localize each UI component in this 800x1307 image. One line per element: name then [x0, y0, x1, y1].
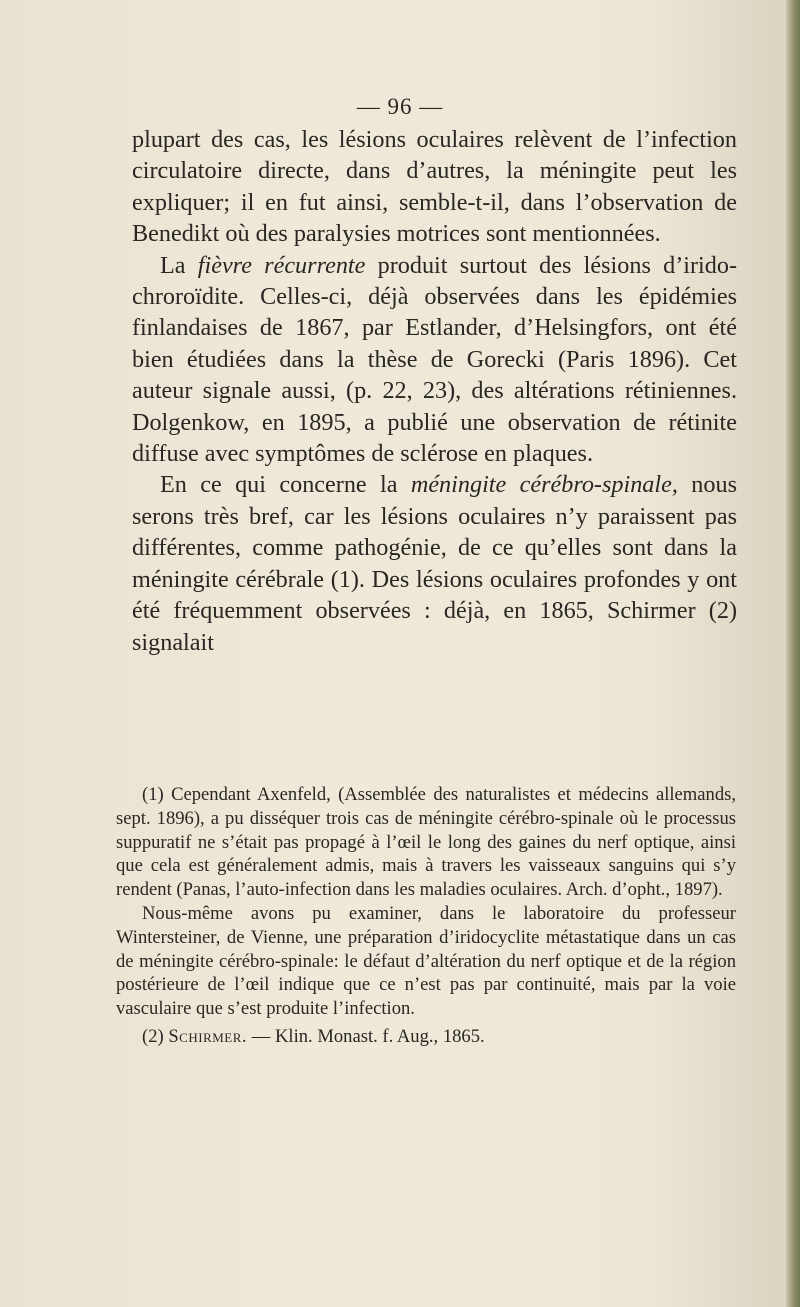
paragraph-2-start: La — [160, 251, 186, 279]
paragraph-1: plupart des cas, les lésions oculaires relèvent de l’infection circulatoire directe, dans d’autres, la méningite peut les expliquer; il en fut ainsi, semble-t-il, dans l’observation de Benedikt où des paralysies motrices sont mentionnées. — [132, 126, 737, 248]
footnote-1: (1) Cependant Axenfeld, (Assemblée des naturalistes et médecins allemands, sept. 1896), a pu disséquer trois cas de méningite cérébro-spinale où le processus suppuratif ne s’était pas propagé à l’œil le long des gaines du nerf optique, ainsi que cela est généralement admis, mais à travers les vaisseaux sanguins qui s’y rendent (Panas, l’auto-infection dans les maladies oculaires. Arch. d’opht., 1897). — [116, 784, 736, 901]
paragraph-3-rest: nous serons très bref, car les lésions oculaires n’y paraissent pas différentes, comme pathogénie, de ce qu’elles sont dans la méningite cérébrale (1). Des lésions oculaires profondes y ont été fréquemment observées : déjà, en 1865, Schirmer (2) signalait — [132, 471, 737, 656]
footnote-2-number: (2) — [142, 1025, 164, 1047]
paragraph-3-italic: méningite cérébro-spinale, — [410, 471, 678, 499]
footnotes — [116, 783, 736, 1049]
paragraph-2-rest: produit surtout des lésions d’irido-chroroïdite. Celles-ci, déjà observées dans les épidémies finlandaises de 1867, par Estlander, d’Helsingfors, ont été bien étudiées dans la thèse de Gorecki (Paris 1896). Cet auteur signale aussi, (p. 22, 23), des altérations rétiniennes. Dolgenkow, en 1895, a publié une observation de rétinite diffuse avec symptômes de sclérose en plaques. — [132, 251, 737, 468]
paragraph-3 — [132, 469, 737, 657]
page-edge — [786, 0, 800, 1307]
paragraph-3-start: En ce qui concerne la — [160, 471, 398, 499]
paragraph-2-italic: fièvre récurrente — [197, 251, 366, 279]
paragraph-2 — [132, 250, 737, 470]
main-text — [132, 124, 737, 658]
footnote-2 — [116, 1025, 736, 1049]
footnote-2-rest: — Klin. Monast. f. Aug., 1865. — [251, 1025, 485, 1047]
footnote-2-author: Schirmer. — [168, 1025, 248, 1047]
footnote-1-continued: Nous-même avons pu examiner, dans le laboratoire du professeur Wintersteiner, de Vienne, une préparation d’iridocyclite métastatique dans un cas de méningite cérébro-spinale: le défaut d’altération du nerf optique et de la région postérieure de l’œil indique que ce n’est pas par continuité, mais par la voie vasculaire que s’est produite l’infection. — [116, 902, 736, 1020]
page-number: — 96 — — [356, 94, 444, 119]
